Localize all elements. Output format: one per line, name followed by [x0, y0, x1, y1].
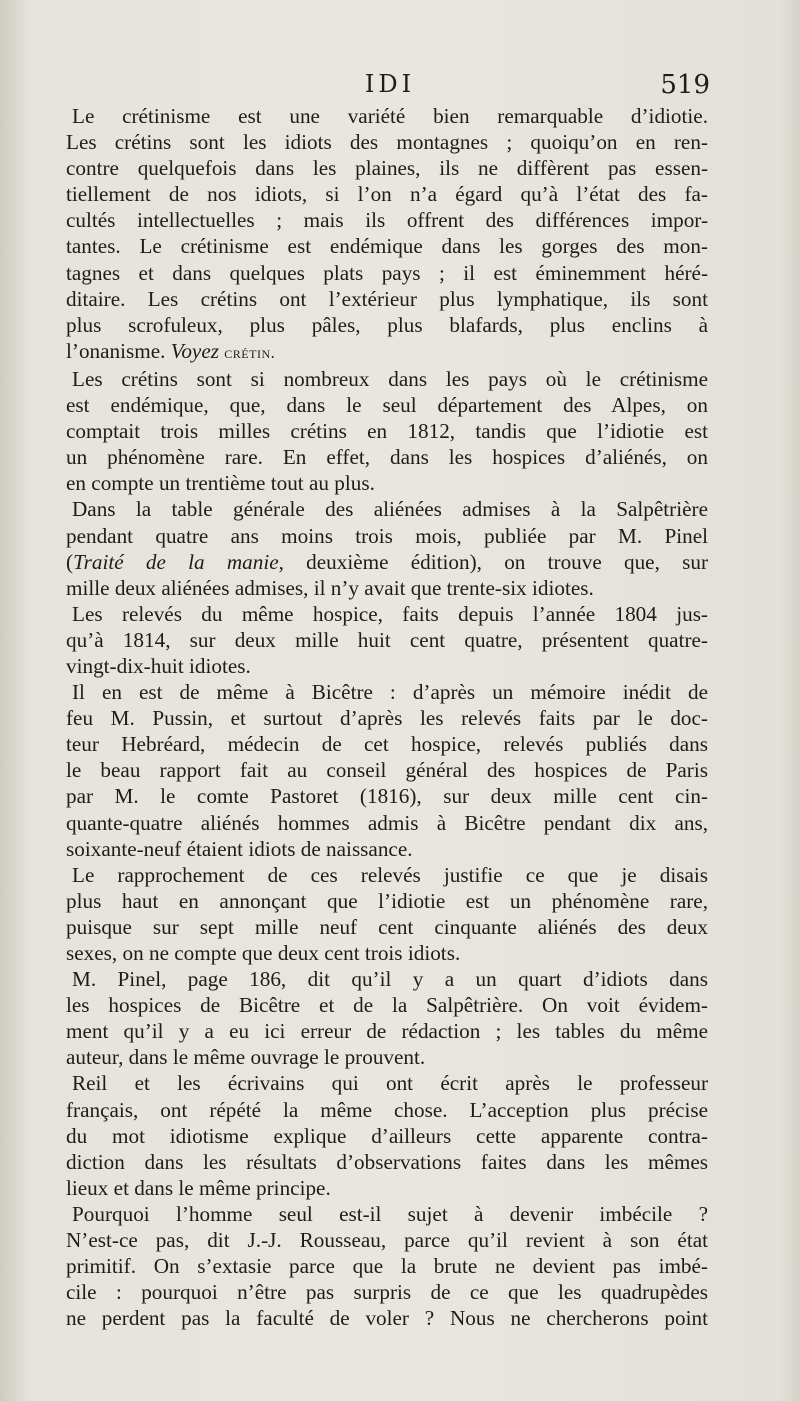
- text-line: comptait trois milles crétins en 1812, tandis que l’idiotie est: [66, 419, 708, 444]
- text-line: plus scrofuleux, plus pâles, plus blafards, plus enclins à: [66, 312, 708, 337]
- text-line: lieux et dans le même principe.: [66, 1175, 331, 1200]
- text-line: par M. le comte Pastoret (1816), sur deux mille cent cin-: [66, 784, 708, 809]
- page-number: 519: [660, 70, 710, 100]
- text-line: vingt-dix-huit idiotes.: [66, 653, 251, 678]
- text-line: puisque sur sept mille neuf cent cinquante aliénés des deux: [66, 914, 708, 939]
- page-header: [70, 70, 710, 106]
- paragraph-rousseau: [66, 1201, 708, 1331]
- text-line: Reil et les écrivains qui ont écrit après le professeur: [72, 1071, 708, 1096]
- running-head: IDI: [364, 70, 416, 98]
- paragraph-cretinisme: [66, 103, 708, 366]
- text-line: [66, 338, 708, 366]
- paragraph-pinel-quart: [66, 966, 708, 1070]
- text-line: en compte un trentième tout au plus.: [66, 471, 375, 496]
- text-line: [66, 549, 708, 575]
- body-text: [66, 103, 708, 1331]
- paragraph-rapprochement: [66, 862, 708, 966]
- text-line: sexes, on ne compte que deux cent trois idiots.: [66, 941, 461, 965]
- paragraph-bicetre: [66, 679, 708, 862]
- text-line: pendant quatre ans moins trois mois, publiée par M. Pinel: [66, 523, 708, 548]
- text-line: tagnes et dans quelques plats pays ; il est éminemment héré-: [66, 260, 708, 285]
- book-title: Traité de la manie: [73, 549, 279, 574]
- text-line: ne perdent pas la faculté de voler ? Nous ne chercherons point: [66, 1306, 708, 1331]
- text-line: les hospices de Bicêtre et de la Salpêtrière. On voit évidem-: [66, 993, 708, 1018]
- text-line: Il en est de même à Bicêtre : d’après un mémoire inédit de: [72, 680, 708, 705]
- paragraph-cretins-alpes: [66, 366, 708, 496]
- text-line: Les crétins sont les idiots des montagnes ; quoiqu’on en ren-: [66, 130, 708, 155]
- text-line: français, ont répété la même chose. L’acception plus précise: [66, 1097, 708, 1122]
- text-line: primitif. On s’extasie parce que la brute ne devient pas imbé-: [66, 1254, 708, 1279]
- text-line: ditaire. Les crétins ont l’extérieur plus lymphatique, ils sont: [66, 286, 708, 311]
- text-line: un phénomène rare. En effet, dans les hospices d’aliénés, on: [66, 445, 708, 470]
- text-line: cile : pourquoi n’être pas surpris de ce que les quadrupèdes: [66, 1280, 708, 1305]
- cross-reference-term: crétin.: [224, 342, 276, 362]
- text-line: soixante-neuf étaient idiots de naissance.: [66, 836, 413, 861]
- text-line: diction dans les résultats d’observations faites dans les mêmes: [66, 1149, 708, 1174]
- text-line: teur Hebréard, médecin de cet hospice, relevés publiés dans: [66, 732, 708, 757]
- text-line: le beau rapport fait au conseil général des hospices de Paris: [66, 758, 708, 783]
- text-line: Les crétins sont si nombreux dans les pays où le crétinisme: [72, 366, 708, 391]
- text-line: mille deux aliénées admises, il n’y avait que trente-six idiotes.: [66, 575, 594, 600]
- text-fragment: l’onanisme.: [66, 338, 166, 363]
- text-fragment: (: [66, 549, 74, 574]
- text-line: Pourquoi l’homme seul est-il sujet à devenir imbécile ?: [72, 1201, 708, 1226]
- text-line: qu’à 1814, sur deux mille huit cent quatre, présentent quatre-: [66, 627, 708, 652]
- text-line: tantes. Le crétinisme est endémique dans les gorges des mon-: [66, 234, 708, 259]
- text-line: Le rapprochement de ces relevés justifie ce que je disais: [72, 862, 708, 887]
- text-fragment: , deuxième édition), on trouve que, sur: [278, 549, 709, 574]
- text-line: est endémique, que, dans le seul département des Alpes, on: [66, 393, 708, 418]
- text-line: contre quelquefois dans les plaines, ils ne diffèrent pas essen-: [66, 156, 708, 181]
- text-line: feu M. Pussin, et surtout d’après les relevés faits par le doc-: [66, 706, 708, 731]
- text-line: plus haut en annonçant que l’idiotie est un phénomène rare,: [66, 888, 708, 913]
- text-line: N’est-ce pas, dit J.-J. Rousseau, parce qu’il revient à son état: [66, 1228, 708, 1253]
- text-line: auteur, dans le même ouvrage le prouvent.: [66, 1045, 426, 1070]
- paragraph-salpetriere-table: [66, 496, 708, 600]
- cross-reference-label: Voyez: [170, 338, 219, 363]
- text-line: Dans la table générale des aliénées admises à la Salpêtrière: [72, 497, 708, 522]
- text-line: cultés intellectuelles ; mais ils offrent des différences impor-: [66, 208, 708, 233]
- text-line: quante-quatre aliénés hommes admis à Bicêtre pendant dix ans,: [66, 810, 708, 835]
- paragraph-releves-hospice: [66, 601, 708, 679]
- text-line: tiellement de nos idiots, si l’on n’a égard qu’à l’état des fa-: [66, 182, 708, 207]
- text-line: M. Pinel, page 186, dit qu’il y a un quart d’idiots dans: [72, 967, 708, 992]
- text-line: du mot idiotisme explique d’ailleurs cette apparente contra-: [66, 1123, 708, 1148]
- text-line: Les relevés du même hospice, faits depuis l’année 1804 jus-: [72, 601, 708, 626]
- text-line: ment qu’il y a eu ici erreur de rédaction ; les tables du même: [66, 1019, 708, 1044]
- paragraph-reil: [66, 1070, 708, 1200]
- text-line: Le crétinisme est une variété bien remarquable d’idiotie.: [72, 104, 708, 128]
